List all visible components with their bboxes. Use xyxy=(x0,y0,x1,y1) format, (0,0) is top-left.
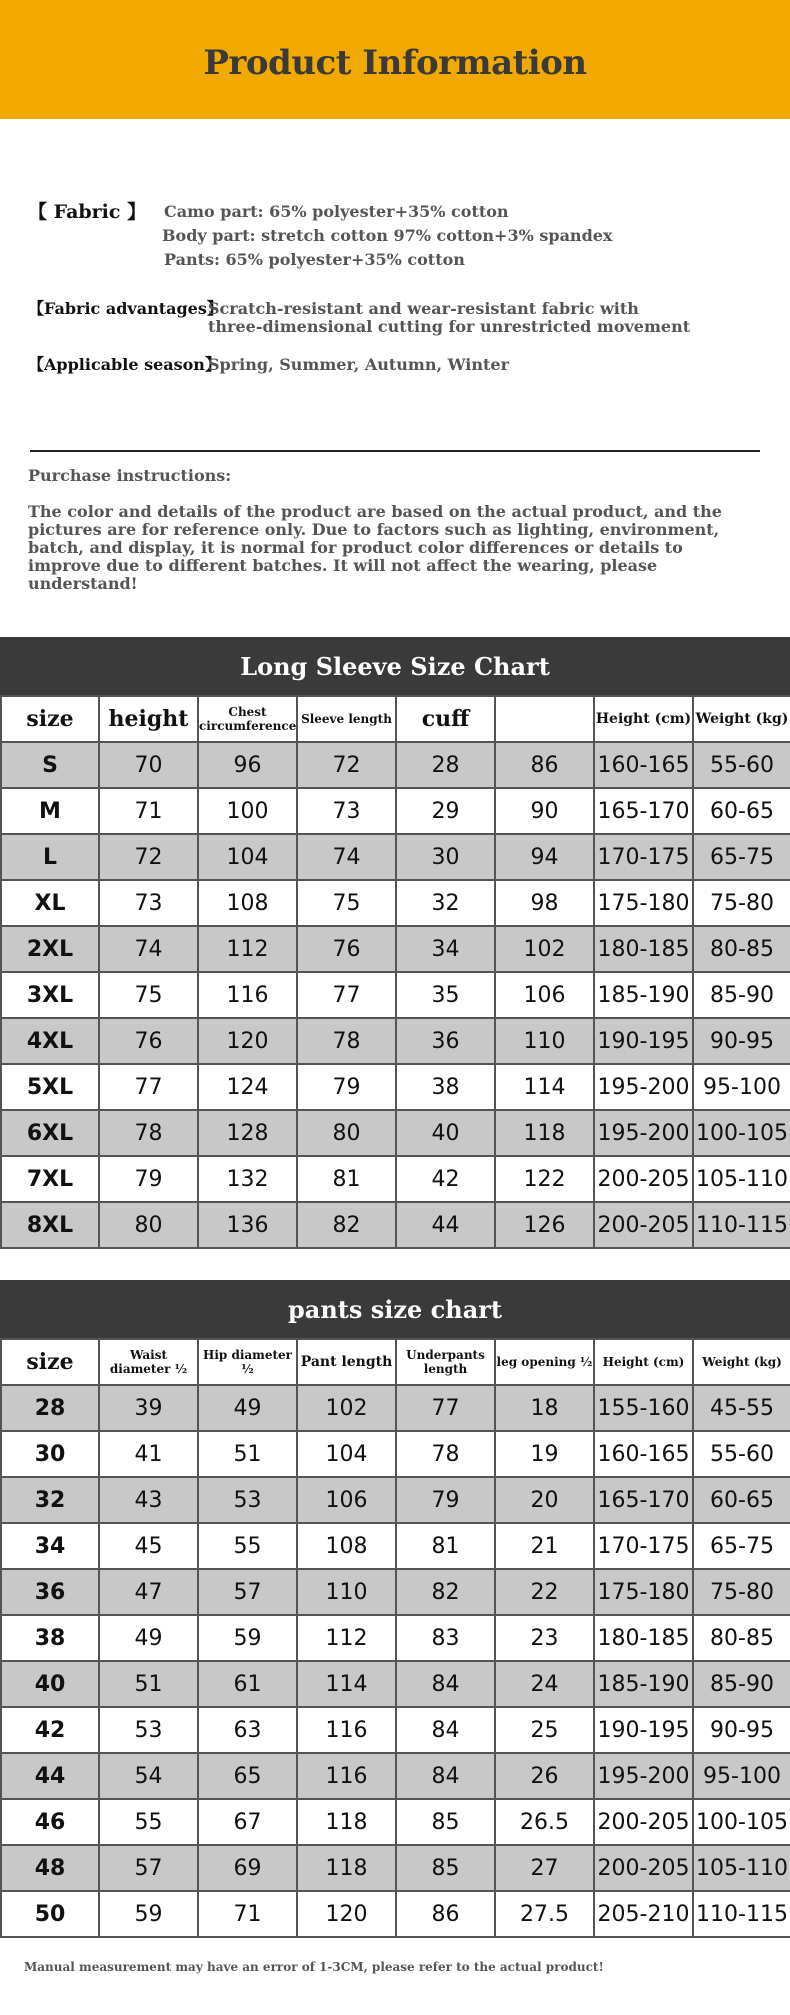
table-cell: 78 xyxy=(396,1431,495,1477)
table-row xyxy=(1,1385,790,1431)
table-cell: 24 xyxy=(495,1661,594,1707)
size-cell: 2XL xyxy=(1,926,99,972)
column-header: Hip diameter ½ xyxy=(198,1339,297,1385)
table-cell: 180-185 xyxy=(594,926,693,972)
table-cell: 83 xyxy=(396,1615,495,1661)
purchase-body: The color and details of the product are based on the actual product, and the pictures are for reference only. Due to factors such as lighting, environment, batch, and display, it is normal for product color differences or details to improve due to different batches. It will not affect the wearing, please understand! xyxy=(28,502,722,593)
table-cell: 165-170 xyxy=(594,788,693,834)
table-cell: 40 xyxy=(396,1110,495,1156)
size-cell: 6XL xyxy=(1,1110,99,1156)
table-cell: 21 xyxy=(495,1523,594,1569)
table-cell: 195-200 xyxy=(594,1753,693,1799)
table-row xyxy=(1,1018,790,1064)
size-cell: 30 xyxy=(1,1431,99,1477)
long-sleeve-header-row xyxy=(1,696,790,742)
table-cell: 155-160 xyxy=(594,1385,693,1431)
column-header: cuff xyxy=(396,696,495,742)
purchase-title: Purchase instructions: xyxy=(28,466,232,485)
table-cell: 95-100 xyxy=(693,1753,790,1799)
table-cell: 86 xyxy=(396,1891,495,1937)
table-row xyxy=(1,1431,790,1477)
table-cell: 25 xyxy=(495,1707,594,1753)
table-row xyxy=(1,1477,790,1523)
table-cell: 41 xyxy=(99,1431,198,1477)
table-cell: 47 xyxy=(99,1569,198,1615)
column-header: leg opening ½ xyxy=(495,1339,594,1385)
table-cell: 90-95 xyxy=(693,1018,790,1064)
table-cell: 27.5 xyxy=(495,1891,594,1937)
table-cell: 70 xyxy=(99,742,198,788)
table-cell: 63 xyxy=(198,1707,297,1753)
table-cell: 71 xyxy=(99,788,198,834)
table-cell: 65-75 xyxy=(693,1523,790,1569)
pants-chart-title: pants size chart xyxy=(0,1280,790,1338)
table-cell: 200-205 xyxy=(594,1202,693,1248)
long-sleeve-chart-title: Long Sleeve Size Chart xyxy=(0,637,790,695)
table-row xyxy=(1,788,790,834)
table-row xyxy=(1,1202,790,1248)
size-cell: 38 xyxy=(1,1615,99,1661)
table-cell: 28 xyxy=(396,742,495,788)
table-cell: 165-170 xyxy=(594,1477,693,1523)
size-cell: L xyxy=(1,834,99,880)
table-cell: 185-190 xyxy=(594,1661,693,1707)
table-cell: 30 xyxy=(396,834,495,880)
table-cell: 82 xyxy=(297,1202,396,1248)
fabric-details xyxy=(164,196,612,272)
table-cell: 106 xyxy=(495,972,594,1018)
size-cell: 34 xyxy=(1,1523,99,1569)
table-cell: 32 xyxy=(396,880,495,926)
size-cell: 7XL xyxy=(1,1156,99,1202)
table-cell: 65-75 xyxy=(693,834,790,880)
table-cell: 22 xyxy=(495,1569,594,1615)
table-cell: 170-175 xyxy=(594,834,693,880)
table-cell: 20 xyxy=(495,1477,594,1523)
table-cell: 19 xyxy=(495,1431,594,1477)
table-cell: 110-115 xyxy=(693,1202,790,1248)
table-cell: 95-100 xyxy=(693,1064,790,1110)
table-cell: 106 xyxy=(297,1477,396,1523)
advantages-details xyxy=(208,298,690,336)
table-cell: 26 xyxy=(495,1753,594,1799)
table-cell: 54 xyxy=(99,1753,198,1799)
table-cell: 84 xyxy=(396,1753,495,1799)
table-cell: 60-65 xyxy=(693,1477,790,1523)
table-cell: 170-175 xyxy=(594,1523,693,1569)
table-cell: 85-90 xyxy=(693,972,790,1018)
table-cell: 65 xyxy=(198,1753,297,1799)
fabric-row xyxy=(28,196,768,272)
pants-size-chart xyxy=(0,1280,790,1938)
table-cell: 110-115 xyxy=(693,1891,790,1937)
measurement-note: Manual measurement may have an error of 1-3CM, please refer to the actual product! xyxy=(24,1960,604,1974)
table-cell: 75-80 xyxy=(693,880,790,926)
table-row xyxy=(1,926,790,972)
table-cell: 175-180 xyxy=(594,880,693,926)
table-cell: 80 xyxy=(99,1202,198,1248)
table-cell: 205-210 xyxy=(594,1891,693,1937)
table-cell: 53 xyxy=(99,1707,198,1753)
table-cell: 45-55 xyxy=(693,1385,790,1431)
table-cell: 118 xyxy=(297,1845,396,1891)
table-cell: 120 xyxy=(297,1891,396,1937)
table-cell: 90 xyxy=(495,788,594,834)
table-cell: 45 xyxy=(99,1523,198,1569)
size-cell: 28 xyxy=(1,1385,99,1431)
advantages-label: 【Fabric advantages】 xyxy=(28,299,223,318)
table-cell: 175-180 xyxy=(594,1569,693,1615)
table-cell: 85-90 xyxy=(693,1661,790,1707)
table-cell: 190-195 xyxy=(594,1707,693,1753)
size-cell: 3XL xyxy=(1,972,99,1018)
table-cell: 76 xyxy=(99,1018,198,1064)
table-cell: 190-195 xyxy=(594,1018,693,1064)
table-cell: 114 xyxy=(495,1064,594,1110)
season-text: Spring, Summer, Autumn, Winter xyxy=(208,355,510,374)
table-cell: 200-205 xyxy=(594,1845,693,1891)
table-cell: 85 xyxy=(396,1799,495,1845)
table-cell: 49 xyxy=(99,1615,198,1661)
table-cell: 96 xyxy=(198,742,297,788)
table-cell: 102 xyxy=(495,926,594,972)
table-cell: 195-200 xyxy=(594,1110,693,1156)
column-header: Chest circumference xyxy=(198,696,297,742)
long-sleeve-table xyxy=(0,695,790,1249)
table-cell: 73 xyxy=(99,880,198,926)
table-cell: 78 xyxy=(99,1110,198,1156)
table-cell: 55 xyxy=(198,1523,297,1569)
table-cell: 100-105 xyxy=(693,1799,790,1845)
table-cell: 73 xyxy=(297,788,396,834)
table-cell: 200-205 xyxy=(594,1799,693,1845)
table-cell: 74 xyxy=(297,834,396,880)
table-cell: 116 xyxy=(297,1707,396,1753)
table-cell: 108 xyxy=(297,1523,396,1569)
table-cell: 55-60 xyxy=(693,742,790,788)
size-cell: M xyxy=(1,788,99,834)
table-cell: 57 xyxy=(99,1845,198,1891)
table-cell: 80-85 xyxy=(693,926,790,972)
table-cell: 118 xyxy=(495,1110,594,1156)
table-cell: 100 xyxy=(198,788,297,834)
table-cell: 114 xyxy=(297,1661,396,1707)
table-cell: 136 xyxy=(198,1202,297,1248)
table-cell: 80 xyxy=(297,1110,396,1156)
table-cell: 102 xyxy=(297,1385,396,1431)
table-cell: 36 xyxy=(396,1018,495,1064)
table-cell: 72 xyxy=(297,742,396,788)
table-row xyxy=(1,1753,790,1799)
product-info xyxy=(28,196,768,376)
advantages-line: Scratch-resistant and wear-resistant fabric with xyxy=(208,299,639,318)
table-cell: 90-95 xyxy=(693,1707,790,1753)
size-cell: 50 xyxy=(1,1891,99,1937)
pants-table xyxy=(0,1338,790,1938)
size-cell: 48 xyxy=(1,1845,99,1891)
size-cell: XL xyxy=(1,880,99,926)
section-divider xyxy=(30,450,760,452)
table-cell: 112 xyxy=(297,1615,396,1661)
table-cell: 81 xyxy=(396,1523,495,1569)
table-cell: 112 xyxy=(198,926,297,972)
season-label: 【Applicable season】 xyxy=(28,355,221,374)
table-cell: 35 xyxy=(396,972,495,1018)
table-cell: 71 xyxy=(198,1891,297,1937)
table-cell: 116 xyxy=(198,972,297,1018)
table-cell: 128 xyxy=(198,1110,297,1156)
table-cell: 160-165 xyxy=(594,1431,693,1477)
table-cell: 160-165 xyxy=(594,742,693,788)
table-cell: 75-80 xyxy=(693,1569,790,1615)
table-cell: 51 xyxy=(198,1431,297,1477)
fabric-line: Pants: 65% polyester+35% cotton xyxy=(164,250,465,269)
table-cell: 122 xyxy=(495,1156,594,1202)
long-sleeve-size-chart xyxy=(0,637,790,1249)
table-cell: 55 xyxy=(99,1799,198,1845)
fabric-line: Camo part: 65% polyester+35% cotton xyxy=(164,202,509,221)
advantages-line: three-dimensional cutting for unrestricted movement xyxy=(208,317,691,336)
table-cell: 84 xyxy=(396,1707,495,1753)
column-header: size xyxy=(1,696,99,742)
table-cell: 72 xyxy=(99,834,198,880)
table-cell: 79 xyxy=(396,1477,495,1523)
table-cell: 79 xyxy=(297,1064,396,1110)
table-row xyxy=(1,972,790,1018)
table-cell: 49 xyxy=(198,1385,297,1431)
size-cell: 36 xyxy=(1,1569,99,1615)
table-cell: 100-105 xyxy=(693,1110,790,1156)
table-row xyxy=(1,1707,790,1753)
fabric-line: Body part: stretch cotton 97% cotton+3% spandex xyxy=(162,226,613,245)
table-cell: 185-190 xyxy=(594,972,693,1018)
table-cell: 39 xyxy=(99,1385,198,1431)
table-cell: 67 xyxy=(198,1799,297,1845)
table-cell: 86 xyxy=(495,742,594,788)
table-cell: 105-110 xyxy=(693,1845,790,1891)
size-cell: 32 xyxy=(1,1477,99,1523)
table-cell: 42 xyxy=(396,1156,495,1202)
table-cell: 126 xyxy=(495,1202,594,1248)
table-cell: 80-85 xyxy=(693,1615,790,1661)
table-cell: 85 xyxy=(396,1845,495,1891)
table-cell: 105-110 xyxy=(693,1156,790,1202)
table-cell: 110 xyxy=(495,1018,594,1064)
table-cell: 180-185 xyxy=(594,1615,693,1661)
table-cell: 61 xyxy=(198,1661,297,1707)
table-cell: 118 xyxy=(297,1799,396,1845)
table-cell: 108 xyxy=(198,880,297,926)
table-row xyxy=(1,1891,790,1937)
header-banner xyxy=(0,0,790,119)
size-cell: S xyxy=(1,742,99,788)
column-header: size xyxy=(1,1339,99,1385)
pants-header-row xyxy=(1,1339,790,1385)
table-row xyxy=(1,880,790,926)
table-cell: 98 xyxy=(495,880,594,926)
table-cell: 84 xyxy=(396,1661,495,1707)
column-header: Underpants length xyxy=(396,1339,495,1385)
table-cell: 69 xyxy=(198,1845,297,1891)
table-cell: 59 xyxy=(198,1615,297,1661)
table-cell: 104 xyxy=(198,834,297,880)
table-row xyxy=(1,1615,790,1661)
table-cell: 44 xyxy=(396,1202,495,1248)
table-cell: 51 xyxy=(99,1661,198,1707)
column-header: Weight (kg) xyxy=(693,1339,790,1385)
table-cell: 195-200 xyxy=(594,1064,693,1110)
size-cell: 8XL xyxy=(1,1202,99,1248)
table-cell: 82 xyxy=(396,1569,495,1615)
table-row xyxy=(1,1156,790,1202)
table-cell: 74 xyxy=(99,926,198,972)
column-header: Weight (kg) xyxy=(693,696,790,742)
table-row xyxy=(1,834,790,880)
table-cell: 79 xyxy=(99,1156,198,1202)
column-header: Pant length xyxy=(297,1339,396,1385)
table-cell: 38 xyxy=(396,1064,495,1110)
table-cell: 76 xyxy=(297,926,396,972)
size-cell: 4XL xyxy=(1,1018,99,1064)
purchase-instructions xyxy=(28,466,728,593)
table-row xyxy=(1,1661,790,1707)
column-header: Waist diameter ½ xyxy=(99,1339,198,1385)
table-row xyxy=(1,1523,790,1569)
table-row xyxy=(1,742,790,788)
table-cell: 59 xyxy=(99,1891,198,1937)
table-cell: 77 xyxy=(396,1385,495,1431)
table-row xyxy=(1,1799,790,1845)
table-cell: 116 xyxy=(297,1753,396,1799)
size-cell: 42 xyxy=(1,1707,99,1753)
fabric-label: 【 Fabric 】 xyxy=(28,201,147,223)
table-cell: 120 xyxy=(198,1018,297,1064)
table-cell: 53 xyxy=(198,1477,297,1523)
table-cell: 78 xyxy=(297,1018,396,1064)
table-cell: 75 xyxy=(297,880,396,926)
size-cell: 40 xyxy=(1,1661,99,1707)
column-header: Sleeve length xyxy=(297,696,396,742)
table-cell: 34 xyxy=(396,926,495,972)
size-cell: 44 xyxy=(1,1753,99,1799)
pants-rows xyxy=(1,1385,790,1937)
table-cell: 75 xyxy=(99,972,198,1018)
advantages-row xyxy=(28,298,768,336)
table-cell: 18 xyxy=(495,1385,594,1431)
table-cell: 26.5 xyxy=(495,1799,594,1845)
table-row xyxy=(1,1569,790,1615)
table-cell: 110 xyxy=(297,1569,396,1615)
table-cell: 43 xyxy=(99,1477,198,1523)
size-cell: 46 xyxy=(1,1799,99,1845)
table-cell: 124 xyxy=(198,1064,297,1110)
column-header: height xyxy=(99,696,198,742)
table-cell: 27 xyxy=(495,1845,594,1891)
table-cell: 23 xyxy=(495,1615,594,1661)
long-sleeve-rows xyxy=(1,742,790,1248)
table-row xyxy=(1,1110,790,1156)
table-cell: 77 xyxy=(297,972,396,1018)
table-cell: 57 xyxy=(198,1569,297,1615)
column-header: Height (cm) xyxy=(594,1339,693,1385)
table-row xyxy=(1,1845,790,1891)
table-cell: 55-60 xyxy=(693,1431,790,1477)
size-cell: 5XL xyxy=(1,1064,99,1110)
table-cell: 200-205 xyxy=(594,1156,693,1202)
table-row xyxy=(1,1064,790,1110)
page-title: Product Information xyxy=(203,42,587,83)
table-cell: 94 xyxy=(495,834,594,880)
table-cell: 29 xyxy=(396,788,495,834)
column-header: Height (cm) xyxy=(594,696,693,742)
table-cell: 60-65 xyxy=(693,788,790,834)
table-cell: 104 xyxy=(297,1431,396,1477)
table-cell: 81 xyxy=(297,1156,396,1202)
season-row xyxy=(28,354,768,376)
table-cell: 77 xyxy=(99,1064,198,1110)
column-header xyxy=(495,696,594,742)
table-cell: 132 xyxy=(198,1156,297,1202)
